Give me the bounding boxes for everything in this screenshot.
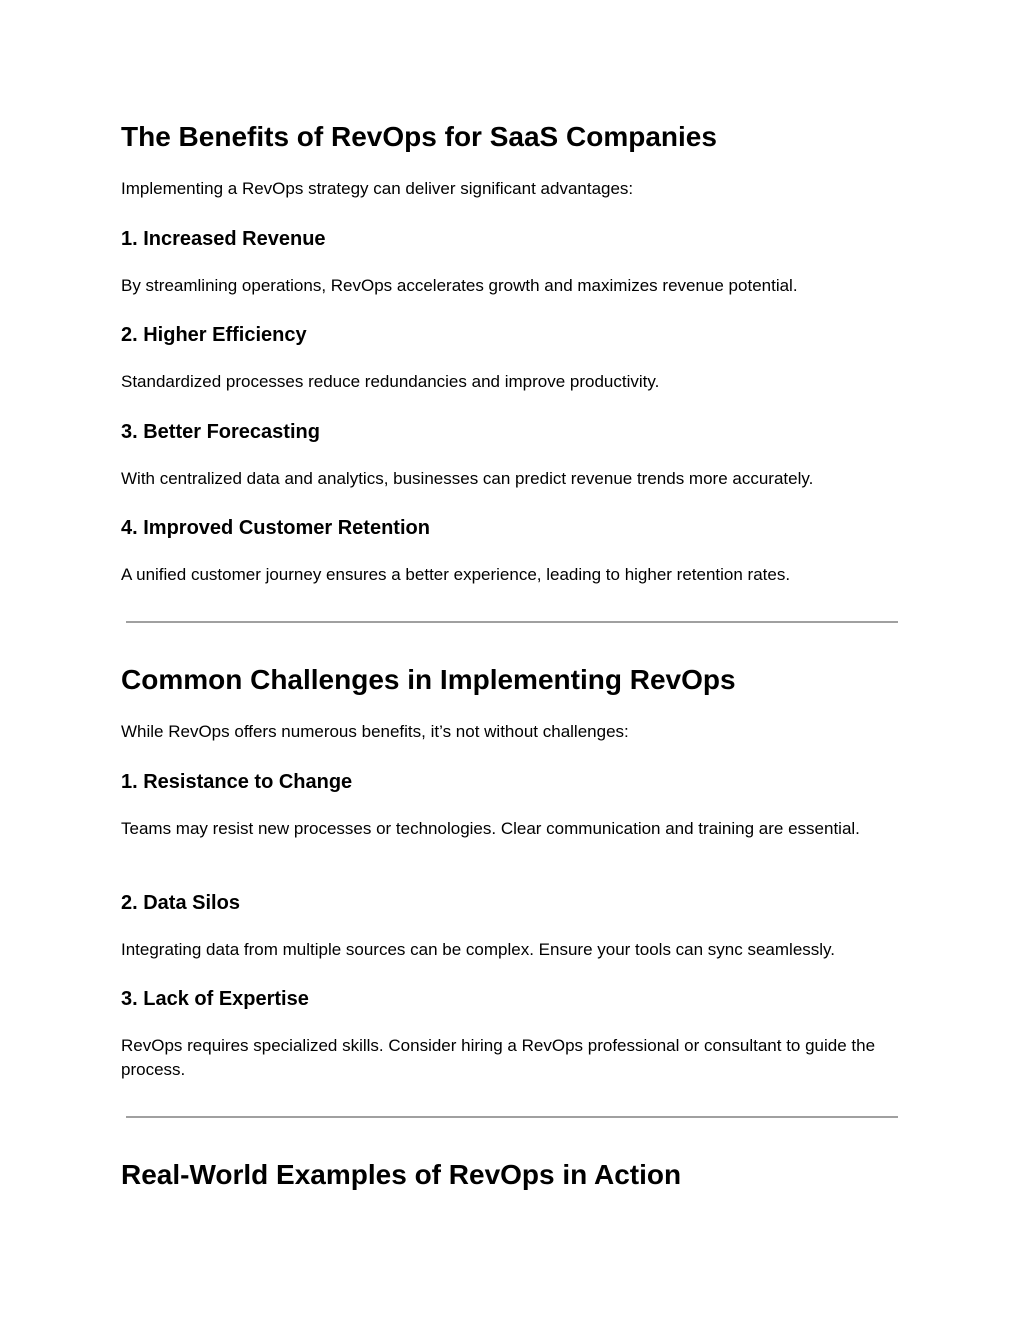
- section-divider-2: [126, 1116, 898, 1118]
- benefit-heading-3: 3. Better Forecasting: [121, 421, 320, 443]
- challenge-body-2: Integrating data from multiple sources can be complex. Ensure your tools can sync seamlessly.: [121, 940, 836, 959]
- benefit-body-1: By streamlining operations, RevOps accelerates growth and maximizes revenue potential.: [121, 276, 798, 295]
- benefit-body-4: A unified customer journey ensures a better experience, leading to higher retention rates.: [121, 565, 791, 584]
- benefit-heading-1: 1. Increased Revenue: [121, 228, 326, 250]
- benefit-body-2: Standardized processes reduce redundancies and improve productivity.: [121, 372, 660, 391]
- section-title-challenges: Common Challenges in Implementing RevOps: [121, 664, 736, 695]
- section-intro-challenges: While RevOps offers numerous benefits, it’s not without challenges:: [121, 722, 629, 741]
- challenge-heading-2: 2. Data Silos: [121, 892, 240, 914]
- section-divider-1: [126, 621, 898, 623]
- benefit-heading-4: 4. Improved Customer Retention: [121, 517, 430, 539]
- section-title-examples: Real-World Examples of RevOps in Action: [121, 1159, 682, 1190]
- benefit-body-3: With centralized data and analytics, businesses can predict revenue trends more accurately.: [121, 469, 814, 488]
- challenge-heading-1: 1. Resistance to Change: [121, 771, 353, 793]
- section-title-benefits: The Benefits of RevOps for SaaS Companies: [121, 121, 717, 152]
- challenge-body-1: Teams may resist new processes or technologies. Clear communication and training are essential.: [121, 819, 860, 838]
- challenge-heading-3: 3. Lack of Expertise: [121, 988, 309, 1010]
- section-intro-benefits: Implementing a RevOps strategy can deliver significant advantages:: [121, 179, 634, 198]
- challenge-body-3: RevOps requires specialized skills. Consider hiring a RevOps professional or consultant to guide the process.: [121, 1036, 876, 1079]
- benefit-heading-2: 2. Higher Efficiency: [121, 324, 307, 346]
